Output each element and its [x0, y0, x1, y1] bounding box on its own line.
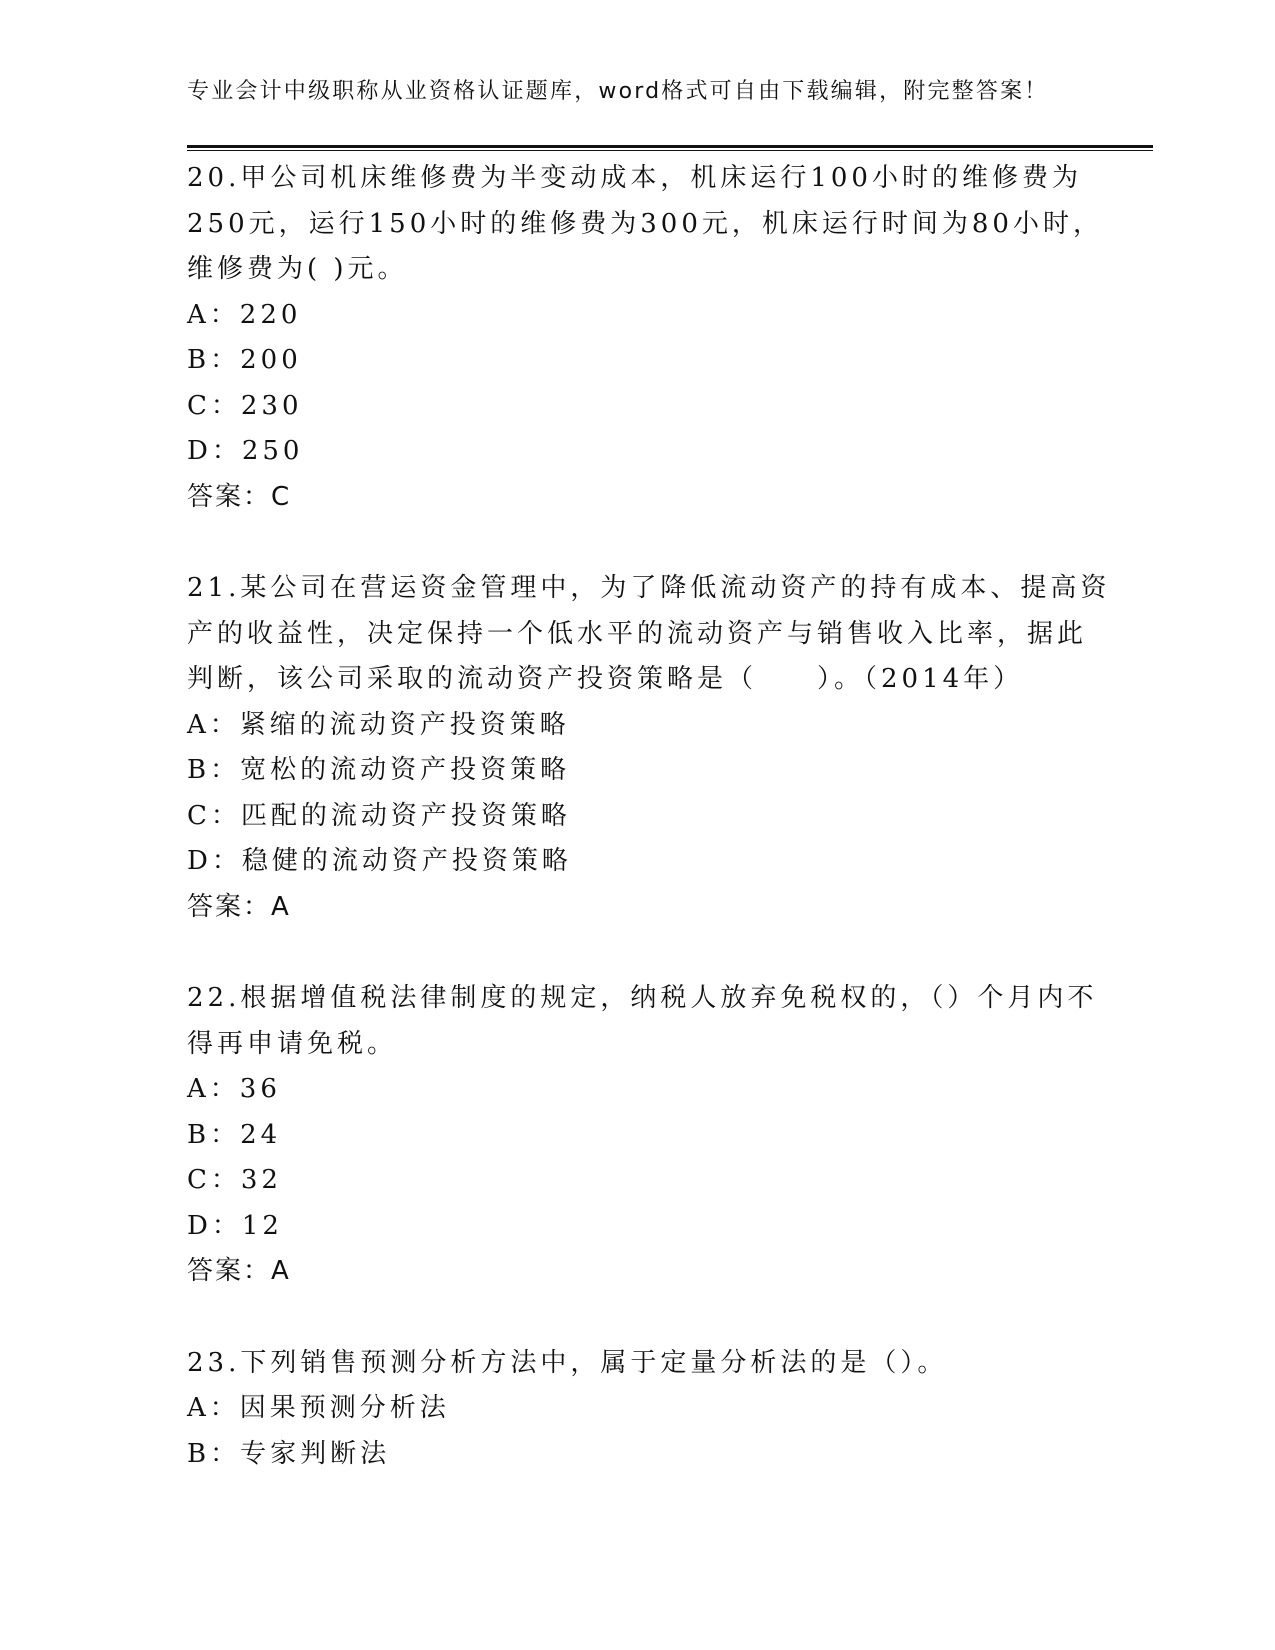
question-text: 23.下列销售预测分析方法中，属于定量分析法的是（）。 — [187, 1347, 948, 1378]
answer-row — [187, 475, 1087, 521]
answer-value: A — [271, 891, 291, 922]
option-b: B：专家判断法 — [187, 1438, 391, 1469]
option-b: B：24 — [187, 1119, 282, 1150]
question-text: 21.某公司在营运资金管理中，为了降低流动资产的持有成本、提高资 — [187, 573, 1111, 603]
option-d: D：250 — [187, 436, 304, 466]
question-text: 得再申请免税。 — [187, 1028, 398, 1059]
answer-label: 答案： — [187, 891, 272, 922]
option-b: B：200 — [187, 345, 302, 375]
question-list — [187, 156, 1111, 1477]
option-a: A：36 — [187, 1074, 281, 1104]
question-text: 判断，该公司采取的流动资产投资策略是（ ）。（2014年） — [187, 664, 1024, 694]
answer-row — [187, 1249, 1087, 1295]
answer-row — [187, 885, 1087, 931]
question-text: 22.根据增值税法律制度的规定，纳税人放弃免税权的，（）个月内不 — [187, 983, 1098, 1013]
option-c: C：32 — [187, 1165, 282, 1195]
question-text: 250元，运行150小时的维修费为300元，机床运行时间为80小时， — [187, 208, 1103, 239]
option-a: A：220 — [187, 299, 302, 330]
header-rule-thick — [187, 145, 1153, 148]
option-b: B：宽松的流动资产投资策略 — [187, 755, 571, 785]
answer-label: 答案： — [187, 1256, 272, 1286]
answer-value: A — [271, 1256, 291, 1286]
option-c: C：匹配的流动资产投资策略 — [187, 800, 571, 831]
question-23 — [187, 1341, 1087, 1478]
question-21 — [187, 566, 1111, 930]
answer-label: 答案： — [187, 481, 272, 512]
option-d: D：12 — [187, 1210, 283, 1241]
question-20 — [187, 156, 1103, 520]
answer-value: C — [271, 481, 292, 512]
option-c: C：230 — [187, 390, 303, 421]
page-header: 专业会计中级职称从业资格认证题库，word格式可自由下载编辑，附完整答案！ — [187, 79, 1049, 104]
question-text: 产的收益性，决定保持一个低水平的流动资产与销售收入比率，据此 — [187, 618, 1088, 649]
option-a: A：因果预测分析法 — [187, 1393, 450, 1423]
option-a: A：紧缩的流动资产投资策略 — [187, 709, 570, 740]
header-rule-thin — [187, 150, 1153, 151]
question-22 — [187, 976, 1098, 1295]
question-text: 维修费为( )元。 — [187, 254, 408, 284]
option-d: D：稳健的流动资产投资策略 — [187, 846, 572, 876]
question-text: 20.甲公司机床维修费为半变动成本，机床运行100小时的维修费为 — [187, 163, 1082, 193]
